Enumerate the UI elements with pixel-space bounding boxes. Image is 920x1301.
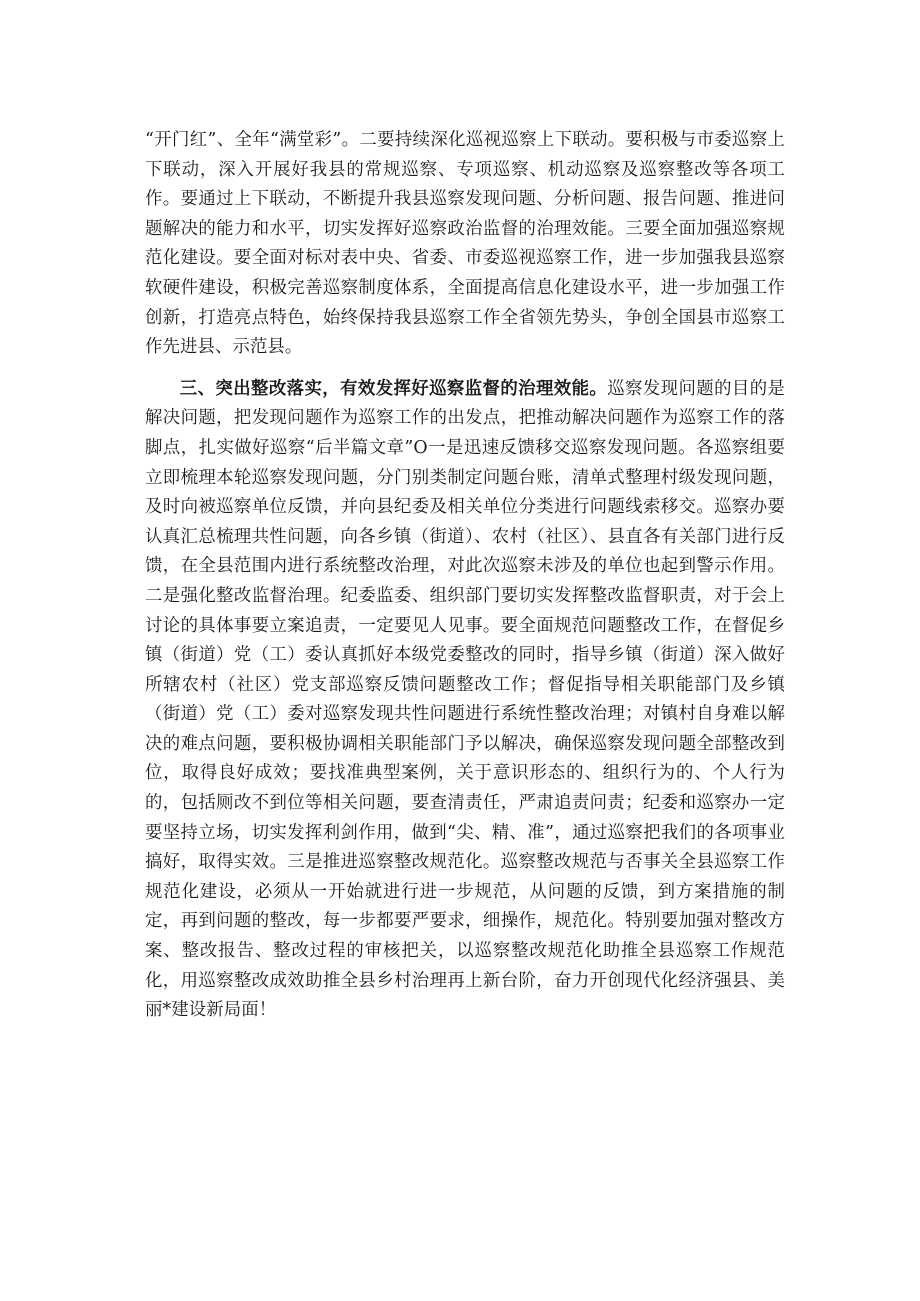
- paragraph-section-three: [145, 375, 785, 1026]
- section-body-text: 巡察发现问题的目的是解决问题，把发现问题作为巡察工作的出发点，把推动解决问题作为巡察工作的落脚点，扎实做好巡察“后半篇文章”O一是迅速反馈移交巡察发现问题。各巡察组要立即梳理本轮巡察发现问题，分门别类制定问题台账，清单式整理村级发现问题，及时向被巡察单位反馈，并向县纪委及相关单位分类进行问题线索移交。巡察办要认真汇总梳理共性问题，向各乡镇（街道）、农村（社区）、县直各有关部门进行反馈，在全县范围内进行系统整改治理，对此次巡察未涉及的单位也起到警示作用。二是强化整改监督治理。纪委监委、组织部门要切实发挥整改监督职责，对于会上讨论的具体事要立案追责，一定要见人见事。要全面规范问题整改工作，在督促乡镇（街道）党（工）委认真抓好本级党委整改的同时，指导乡镇（街道）深入做好所辖农村（社区）党支部巡察反馈问题整改工作；督促指导相关职能部门及乡镇（街道）党（工）委对巡察发现共性问题进行系统性整改治理；对镇村自身难以解决的难点问题，要积极协调相关职能部门予以解决，确保巡察发现问题全部整改到位，取得良好成效；要找准典型案例，关于意识形态的、组织行为的、个人行为的，包括厕改不到位等相关问题，要查清责任，严肃追责问责；纪委和巡察办一定要坚持立场，切实发挥利剑作用，做到“尖、精、准”，通过巡察把我们的各项事业搞好，取得实效。三是推进巡察整改规范化。巡察整改规范与否事关全县巡察工作规范化建设，必须从一开始就进行进一步规范，从问题的反馈，到方案措施的制定，再到问题的整改，每一步都要严要求，细操作，规范化。特别要加强对整改方案、整改报告、整改过程的审核把关，以巡察整改规范化助推全县巡察工作规范化，用巡察整改成效助推全县乡村治理再上新台阶，奋力开创现代化经济强县、美丽*建设新局面！: [145, 378, 785, 1021]
- paragraph-continued: “开门红”、全年“满堂彩”。二要持续深化巡视巡察上下联动。要积极与市委巡察上下联动，深入开展好我县的常规巡察、专项巡察、机动巡察及巡察整改等各项工作。要通过上下联动，不断提升我县巡察发现问题、分析问题、报告问题、推进问题解决的能力和水平，切实发挥好巡察政治监督的治理效能。三要全面加强巡察规范化建设。要全面对标对表中央、省委、市委巡视巡察工作，进一步加强我县巡察软硬件建设，积极完善巡察制度体系，全面提高信息化建设水平，进一步加强工作创新，打造亮点特色，始终保持我县巡察工作全省领先势头，争创全国县市巡察工作先进县、示范县。: [145, 130, 785, 358]
- document-body: [145, 126, 785, 1026]
- section-heading: 三、突出整改落实，有效发挥好巡察监督的治理效能。: [179, 378, 608, 399]
